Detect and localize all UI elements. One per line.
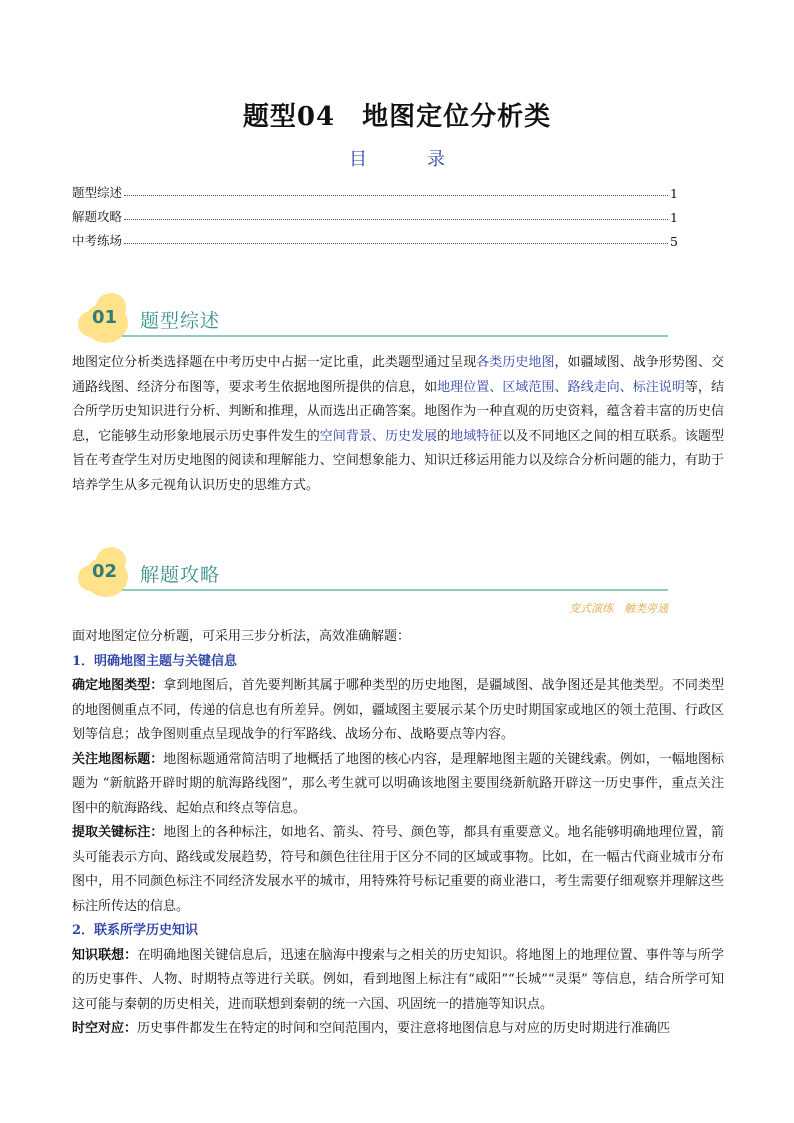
point-paragraph (72, 674, 724, 748)
point-paragraph (72, 1017, 724, 1042)
highlight-text: 地理位置、区域范围、路线走向、标注说明 (437, 379, 685, 395)
section-tagline: 变式演练 触类旁通 (569, 602, 668, 615)
toc-item[interactable] (72, 201, 678, 225)
toc-leader-dots (124, 243, 668, 244)
point-text: 地图上的各种标注，如地名、箭头、符号、颜色等，都具有重要意义。地名能够明确地理位置，箭头可能表示方向、路线或发展趋势，符号和颜色往往用于区分不同的区域或事物。比如，在一幅古代商业城市分布图中，用不同颜色标注不同经济发展水平的城市，用特殊符号标记重要的商业港口，考生需要仔细观察并理解这些标注所传达的信息。 (72, 825, 724, 914)
text-run: 地图定位分析类选择题在中考历史中占据一定比重，此类题型通过呈现 (72, 355, 477, 370)
intro-text: 面对地图定位分析题，可采用三步分析法，高效准确解题： (72, 629, 411, 644)
toc-item-page: 1 (670, 186, 678, 201)
point-text: 拿到地图后，首先要判断其属于哪种类型的历史地图，是疆域图、战争图还是其他类型。不同类型的地图侧重点不同，传递的信息也有所差异。例如，疆域图主要展示某个历史时期国家或地区的领土范围、行政区划等信息；战争图则重点呈现战争的行军路线、战场分布、战略要点等内容。 (72, 678, 724, 742)
point-keyword: 关注地图标题： (72, 751, 164, 767)
highlight-text: 地域特征 (450, 428, 503, 444)
section-divider (122, 589, 668, 591)
toc-leader-dots (124, 195, 668, 196)
section-title: 解题攻略 (140, 564, 221, 586)
section-title: 题型综述 (140, 310, 221, 332)
section-header-overview (78, 293, 668, 343)
section-number: 02 (92, 561, 118, 582)
point-keyword: 时空对应： (72, 1021, 138, 1036)
point-keyword: 知识联想： (72, 947, 138, 963)
point-text: 地图标题通常简洁明了地概括了地图的核心内容，是理解地图主题的关键线索。例如，一幅地图标题为 “新航路开辟时期的航海路线图”，那么考生就可以明确该地图主要围绕新航路开辟这一历史事件，重点关注图中的航海路线、起始点和终点等信息。 (72, 751, 724, 816)
text-run: ，如疆域图、战争形势图、交通路线图、经济分布图等，要求考生依据地图所提供的信息，如 (72, 355, 724, 395)
toc-leader-dots (124, 219, 668, 220)
point-paragraph (72, 748, 724, 822)
toc-item[interactable] (72, 225, 678, 249)
toc-heading: 目录 (349, 149, 505, 170)
section-number: 01 (92, 307, 118, 328)
toc-item-label: 中考练场 (72, 233, 123, 248)
section-divider (122, 335, 668, 337)
highlight-text: 空间背景、历史发展 (319, 428, 438, 444)
point-text: 在明确地图关键信息后，迅速在脑海中搜索与之相关的历史知识。将地图上的地理位置、事件等与所学的历史事件、人物、时期特点等进行关联。例如，看到地图上标注有“咸阳”“长城”“灵渠” 等信息，结合所学可知这可能与秦朝的历史相关，进而联想到秦朝的统一六国、巩固统一的措施等知识点。 (72, 947, 724, 1012)
point-paragraph (72, 821, 724, 919)
step-heading: 1．明确地图主题与关键信息 (72, 653, 238, 669)
text-run: 等，结合所学历史知识进行分析、判断和推理，从而选出正确答案。地图作为一种直观的历史资料，蕴含着丰富的历史信息，它能够生动形象地展示历史事件发生的 (72, 379, 724, 444)
step-heading: 2．联系所学历史知识 (72, 923, 199, 938)
overview-paragraph (72, 351, 724, 498)
table-of-contents (72, 177, 678, 249)
page-title: 题型04 地图定位分析类 (242, 102, 552, 132)
toc-item[interactable] (72, 177, 678, 201)
highlight-text: 各类历史地图 (476, 355, 555, 370)
point-keyword: 提取关键标注： (72, 825, 164, 840)
toc-item-label: 解题攻略 (72, 209, 123, 224)
toc-item-label: 题型综述 (72, 185, 123, 200)
point-keyword: 确定地图类型： (72, 678, 164, 693)
text-run: 的 (437, 428, 451, 444)
section-header-strategy (78, 547, 668, 597)
point-text: 历史事件都发生在特定的时间和空间范围内，要注意将地图信息与对应的历史时期进行准确匹 (137, 1021, 671, 1036)
text-run: 以及不同地区之间的相互联系。该题型旨在考查学生对历史地图的阅读和理解能力、空间想象能力、知识迁移运用能力以及综合分析问题的能力，有助于培养学生从多元视角认识历史的思维方式。 (72, 428, 724, 493)
toc-item-page: 1 (670, 210, 678, 225)
strategy-body (72, 625, 724, 1042)
point-paragraph (72, 944, 724, 1018)
toc-item-page: 5 (670, 234, 678, 249)
